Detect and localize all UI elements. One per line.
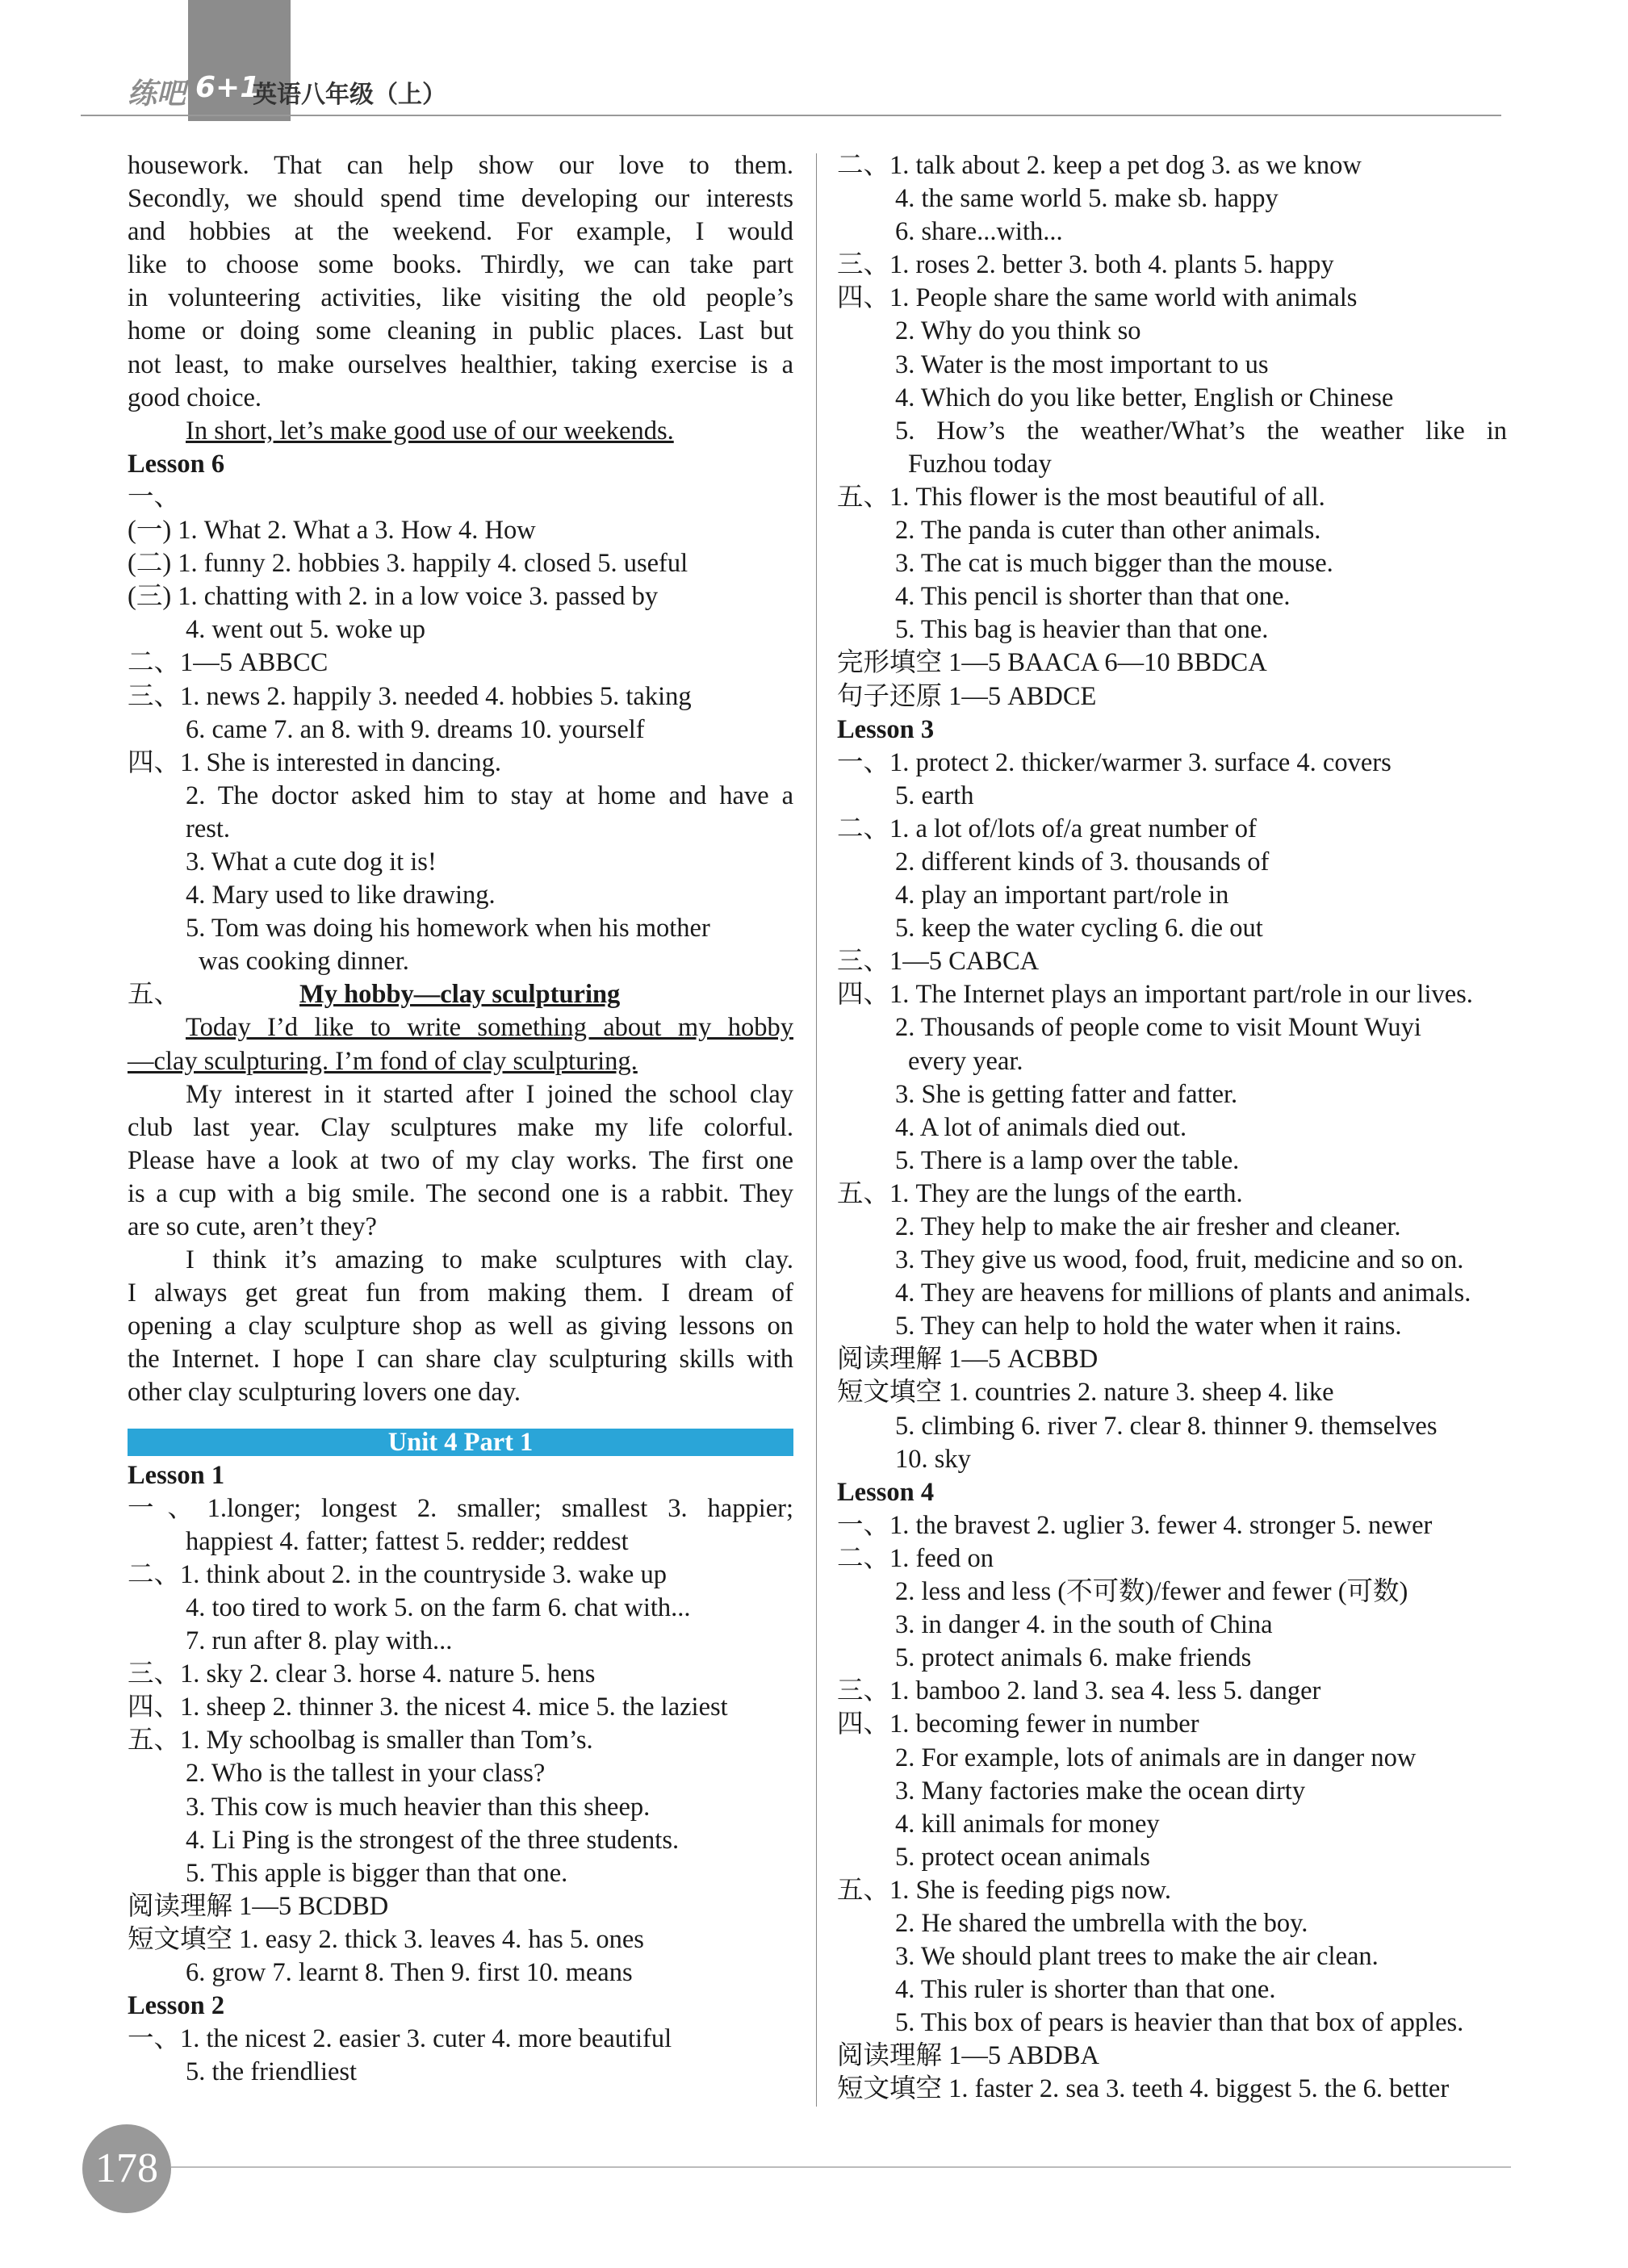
- text-line: 2. Why do you think so: [895, 316, 1141, 346]
- text-line: 2. less and less (不可数)/fewer and fewer (可数): [895, 1577, 1408, 1607]
- text-line: club last year. Clay sculptures make my life colorful.: [128, 1112, 793, 1142]
- book-badge: 6+1: [195, 71, 261, 104]
- text-line: Secondly, we should spend time developing our interests: [128, 184, 793, 214]
- book-title: 练吧: [128, 77, 186, 111]
- text-line: 五、1. They are the lungs of the earth.: [837, 1178, 1243, 1208]
- text-line: 4. too tired to work 5. on the farm 6. chat with...: [186, 1592, 691, 1622]
- text-line: 5. This box of pears is heavier than that box of apples.: [895, 2008, 1464, 2038]
- text-line: 四、1. People share the same world with animals: [837, 283, 1358, 313]
- text-line: 二、1. think about 2. in the countryside 3. wake up: [128, 1559, 667, 1589]
- left-column: [128, 149, 793, 2089]
- right-column: [837, 149, 1507, 2107]
- text-line: 6. share...with...: [895, 217, 1063, 247]
- lesson-heading: Lesson 1: [128, 1460, 225, 1490]
- page-number: 178: [95, 2145, 158, 2191]
- text-line: 2. different kinds of 3. thousands of: [895, 847, 1270, 877]
- text-line: Please have a look at two of my clay works. The first one: [128, 1145, 793, 1175]
- book-subtitle: 英语八年级（上）: [253, 81, 446, 109]
- text-line: 一、1. the bravest 2. uglier 3. fewer 4. stronger 5. newer: [837, 1510, 1433, 1540]
- text-line: 二、1. talk about 2. keep a pet dog 3. as we know: [837, 151, 1362, 180]
- text-line: 三、1—5 CABCA: [837, 947, 1040, 977]
- column-divider: [816, 153, 817, 2107]
- text-line: 2. For example, lots of animals are in danger now: [895, 1743, 1417, 1772]
- text-line: (二) 1. funny 2. hobbies 3. happily 4. closed 5. useful: [128, 549, 688, 579]
- text-line: opening a clay sculpture shop as well as giving lessons on: [128, 1312, 793, 1341]
- text-line: 5. This bag is heavier than that one.: [895, 615, 1269, 645]
- text-line: 三、1. sky 2. clear 3. horse 4. nature 5. hens: [128, 1659, 596, 1689]
- text-line: 阅读理解 1—5 BCDBD: [128, 1891, 389, 1921]
- text-line: 5. Tom was doing his homework when his mother: [186, 914, 710, 944]
- text-line: (一) 1. What 2. What a 3. How 4. How: [128, 516, 536, 546]
- text-line: 6. came 7. an 8. with 9. dreams 10. yourself: [186, 714, 645, 744]
- text-line: 4. play an important part/role in: [895, 881, 1229, 910]
- text-line: 五、1. This flower is the most beautiful of all.: [837, 482, 1325, 512]
- text-line: 短文填空 1. easy 2. thick 3. leaves 4. has 5. ones: [128, 1924, 644, 1954]
- text-line: 4. A lot of animals died out.: [895, 1112, 1187, 1142]
- text-line: housework. That can help show our love to them.: [128, 151, 793, 180]
- text-line: 一、1. protect 2. thicker/warmer 3. surface 4. covers: [837, 747, 1392, 777]
- text-line: is a cup with a big smile. The second one is a rabbit. They: [128, 1178, 793, 1208]
- text-line: 3. What a cute dog it is!: [186, 847, 437, 877]
- text-line: Fuzhou today: [908, 449, 1052, 479]
- text-line: 5. How’s the weather/What’s the weather like in: [895, 416, 1507, 446]
- text-line: I think it’s amazing to make sculptures with clay.: [186, 1245, 793, 1275]
- text-line: 3. They give us wood, food, fruit, medicine and so on.: [895, 1245, 1464, 1275]
- text-line: 4. Mary used to like drawing.: [186, 881, 496, 910]
- text-line: 四、1. She is interested in dancing.: [128, 747, 502, 777]
- text-line: 5. There is a lamp over the table.: [895, 1145, 1240, 1175]
- text-line: 阅读理解 1—5 ACBBD: [837, 1345, 1099, 1375]
- text-line: 2. He shared the umbrella with the boy.: [895, 1908, 1308, 1938]
- text-line: 2. The panda is cuter than other animals.: [895, 516, 1321, 546]
- text-line: 四、1. becoming fewer in number: [837, 1709, 1199, 1739]
- text-line: 五、1. She is feeding pigs now.: [837, 1875, 1172, 1905]
- text-line: 10. sky: [895, 1444, 971, 1474]
- lesson-heading: Lesson 4: [837, 1477, 935, 1507]
- text-line: 二、1. a lot of/lots of/a great number of: [837, 814, 1257, 843]
- text-line: 一、1.longer; longest 2. smaller; smallest 3. happier;: [128, 1493, 793, 1523]
- text-line: 5. This apple is bigger than that one.: [186, 1858, 568, 1888]
- text-line: 6. grow 7. learnt 8. Then 9. first 10. means: [186, 1957, 633, 1987]
- text-line: and hobbies at the weekend. For example, I would: [128, 217, 793, 247]
- text-line: in volunteering activities, like visiting the old people’s: [128, 283, 793, 313]
- essay-title: My hobby—clay sculpturing: [299, 980, 621, 1010]
- text-line: 句子还原 1—5 ABDCE: [837, 681, 1097, 711]
- text-line: Today I’d like to write something about my hobby: [186, 1013, 793, 1043]
- text-line: 五、1. My schoolbag is smaller than Tom’s.: [128, 1726, 593, 1755]
- text-line: 3. She is getting fatter and fatter.: [895, 1079, 1238, 1109]
- text-line: 4. Which do you like better, English or Chinese: [895, 383, 1394, 412]
- text-line: 2. Who is the tallest in your class?: [186, 1759, 546, 1789]
- text-line: are so cute, aren’t they?: [128, 1212, 377, 1241]
- text-line: 3. Many factories make the ocean dirty: [895, 1776, 1306, 1806]
- text-line: 2. Thousands of people come to visit Mount Wuyi: [895, 1013, 1421, 1043]
- text-line: 3. The cat is much bigger than the mouse.: [895, 549, 1333, 579]
- text-line: 7. run after 8. play with...: [186, 1626, 453, 1656]
- text-line: 二、1. feed on: [837, 1543, 994, 1573]
- text-line: 5. protect animals 6. make friends: [895, 1643, 1252, 1673]
- text-line: 一、: [128, 482, 181, 512]
- text-line: 4. went out 5. woke up: [186, 615, 425, 645]
- text-line: I always get great fun from making them. I dream of: [128, 1278, 793, 1308]
- text-line: (三) 1. chatting with 2. in a low voice 3. passed by: [128, 582, 659, 612]
- text-line: 四、1. The Internet plays an important part/role in our lives.: [837, 980, 1473, 1010]
- text-line: 三、1. news 2. happily 3. needed 4. hobbies 5. taking: [128, 681, 692, 711]
- text-line: 3. We should plant trees to make the air clean.: [895, 1942, 1379, 1972]
- lesson-heading: Lesson 3: [837, 714, 935, 744]
- text-line: was cooking dinner.: [199, 947, 409, 977]
- text-line: 3. Water is the most important to us: [895, 349, 1269, 379]
- text-line: 5. keep the water cycling 6. die out: [895, 914, 1263, 944]
- text-line: happiest 4. fatter; fattest 5. redder; reddest: [186, 1526, 629, 1556]
- lesson-heading: Lesson 2: [128, 1991, 225, 2021]
- text-line: home or doing some cleaning in public places. Last but: [128, 316, 793, 346]
- text-line: 5. climbing 6. river 7. clear 8. thinner 9. themselves: [895, 1411, 1438, 1441]
- header-rule: [81, 115, 1501, 116]
- text-line: 一、1. the nicest 2. easier 3. cuter 4. more beautiful: [128, 2024, 672, 2054]
- text-line: 5. earth: [895, 780, 974, 810]
- text-line: 5. protect ocean animals: [895, 1842, 1150, 1872]
- text-line: 3. This cow is much heavier than this sheep.: [186, 1792, 651, 1822]
- text-line: 4. This pencil is shorter than that one.: [895, 582, 1291, 612]
- text-line: other clay sculpturing lovers one day.: [128, 1378, 521, 1408]
- text-line: the Internet. I hope I can share clay sculpturing skills with: [128, 1345, 793, 1375]
- text-line: 4. This ruler is shorter than that one.: [895, 1975, 1276, 2005]
- unit-heading: Unit 4 Part 1: [128, 1429, 793, 1456]
- footer-rule: [171, 2166, 1511, 2168]
- text-line: 四、1. sheep 2. thinner 3. the nicest 4. mice 5. the laziest: [128, 1693, 728, 1722]
- text-line: 5. the friendliest: [186, 2057, 358, 2087]
- text-line: 完形填空 1—5 BAACA 6—10 BBDCA: [837, 648, 1267, 678]
- section-number: 五、: [128, 980, 181, 1010]
- text-line: In short, let’s make good use of our weekends.: [186, 416, 674, 446]
- text-line: 短文填空 1. faster 2. sea 3. teeth 4. biggest 5. the 6. better: [837, 2074, 1450, 2104]
- text-line: 4. They are heavens for millions of plants and animals.: [895, 1278, 1471, 1308]
- text-line: not least, to make ourselves healthier, taking exercise is a: [128, 349, 793, 379]
- spacer: [128, 1410, 793, 1426]
- text-line: 4. Li Ping is the strongest of the three students.: [186, 1825, 680, 1855]
- text-line: 短文填空 1. countries 2. nature 3. sheep 4. like: [837, 1378, 1334, 1408]
- text-line: 4. kill animals for money: [895, 1809, 1160, 1839]
- text-line: 4. the same world 5. make sb. happy: [895, 184, 1279, 214]
- text-line: 2. The doctor asked him to stay at home and have a: [186, 780, 793, 810]
- text-line: good choice.: [128, 383, 262, 412]
- text-line: like to choose some books. Thirdly, we can take part: [128, 250, 793, 280]
- text-line: rest.: [186, 814, 231, 843]
- text-line: 5. They can help to hold the water when it rains.: [895, 1312, 1402, 1341]
- text-line: —clay sculpturing. I’m fond of clay sculpturing.: [128, 1046, 638, 1076]
- text-line: 阅读理解 1—5 ABDBA: [837, 2041, 1100, 2071]
- essay-heading: [128, 978, 793, 1011]
- lesson-heading: Lesson 6: [128, 449, 225, 479]
- text-line: 2. They help to make the air fresher and cleaner.: [895, 1212, 1401, 1241]
- text-line: 三、1. bamboo 2. land 3. sea 4. less 5. danger: [837, 1676, 1321, 1706]
- text-line: 三、1. roses 2. better 3. both 4. plants 5. happy: [837, 250, 1334, 280]
- text-line: 二、1—5 ABBCC: [128, 648, 329, 678]
- text-line: every year.: [908, 1046, 1023, 1076]
- text-line: 3. in danger 4. in the south of China: [895, 1610, 1273, 1640]
- text-line: My interest in it started after I joined the school clay: [186, 1079, 793, 1109]
